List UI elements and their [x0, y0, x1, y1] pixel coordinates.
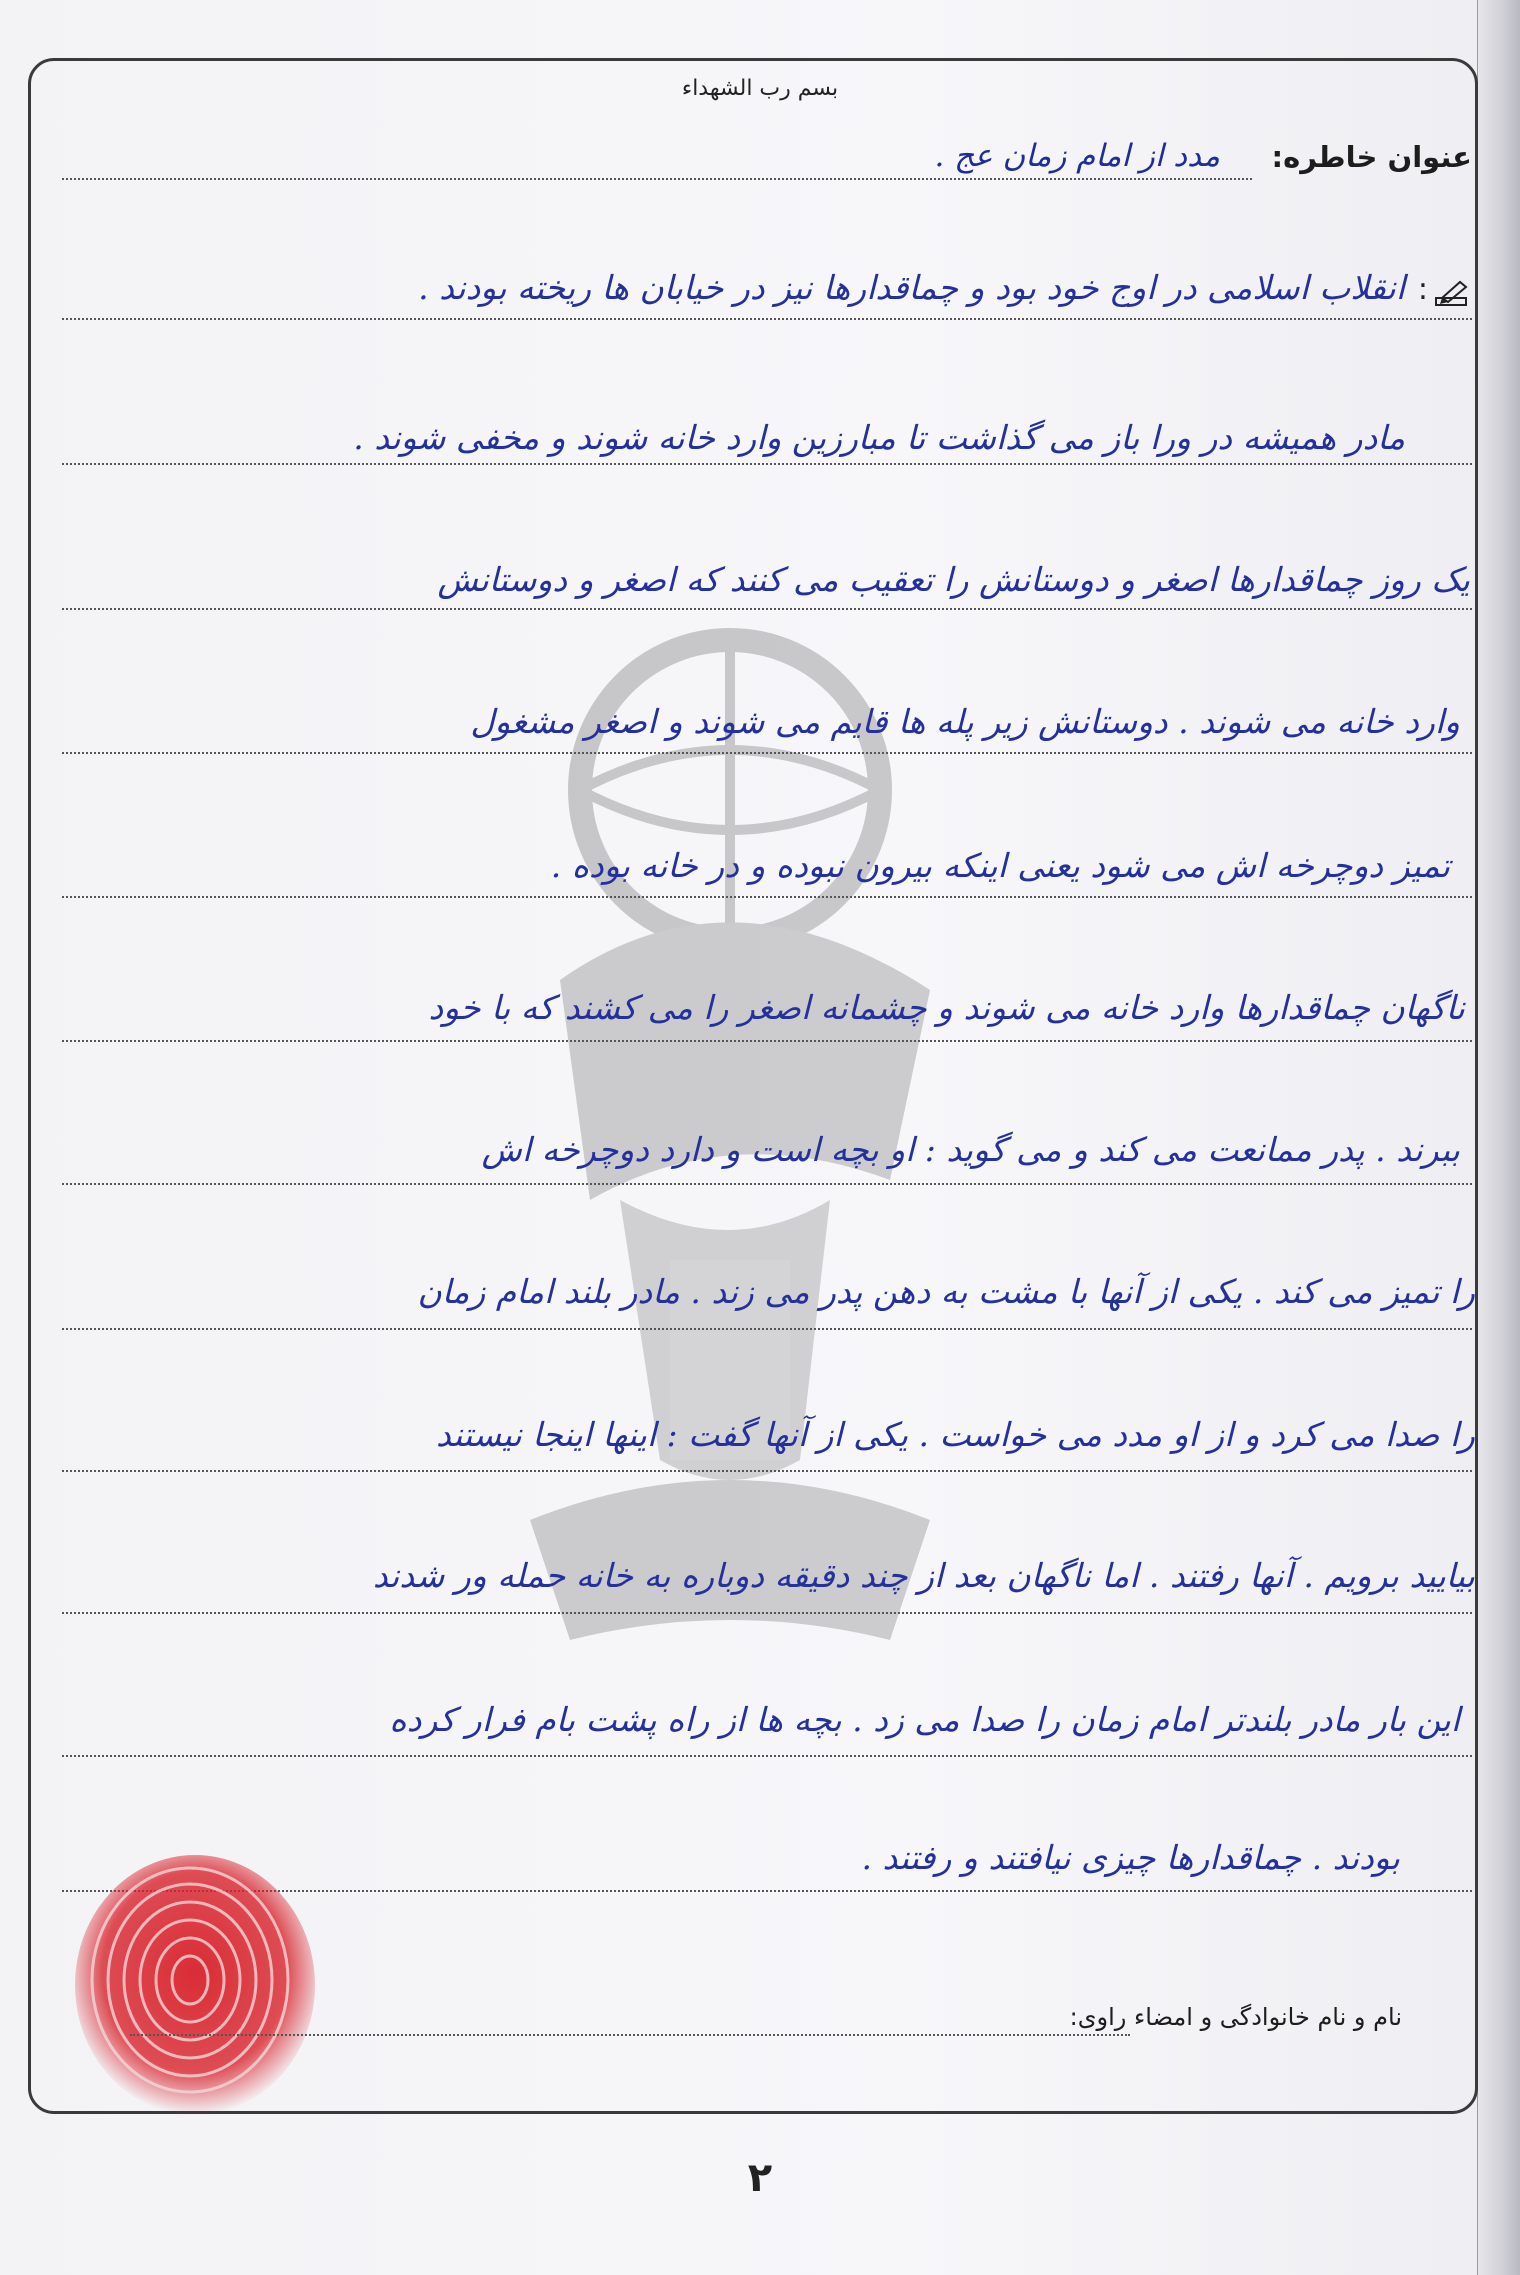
memory-line-9: را صدا می کرد و از او مدد می خواست . یکی از آنها گفت : اینها اینجا نیستند: [435, 1415, 1475, 1454]
dotted-rule: [62, 896, 1472, 898]
page-header-title: بسم رب الشهداء: [681, 76, 839, 101]
memory-line-6: ناگهان چماقدارها وارد خانه می شوند و چشمانه اصغر را می کشند که با خود: [428, 988, 1465, 1027]
dotted-rule: [62, 1183, 1472, 1185]
title-dotted-rule: [62, 178, 1252, 180]
memory-line-12: بودند . چماقدارها چیزی نیافتند و رفتند .: [861, 1838, 1400, 1877]
dotted-rule: [62, 608, 1472, 610]
dotted-rule: [62, 463, 1472, 465]
page-number: ۲: [747, 2155, 773, 2201]
dotted-rule: [62, 1755, 1472, 1757]
memory-line-5: تمیز دوچرخه اش می شود یعنی اینکه بیرون نبوده و در خانه بوده .: [550, 846, 1450, 885]
signature-dotted-rule: [130, 2034, 1130, 2036]
memory-line-11: این بار مادر بلندتر امام زمان را صدا می زد . بچه ها از راه پشت بام فرار کرده: [389, 1700, 1460, 1739]
dotted-rule: [62, 1328, 1472, 1330]
memory-title-value: مدد از امام زمان عج .: [934, 138, 1220, 174]
dotted-rule: [62, 1040, 1472, 1042]
memory-colon: :: [1417, 272, 1428, 307]
dotted-rule: [62, 1470, 1472, 1472]
fingerprint-stamp: [60, 1850, 330, 2130]
binding-gutter: [1477, 0, 1520, 2275]
dotted-rule: [62, 752, 1472, 754]
dotted-rule: [62, 318, 1472, 320]
memory-line-2: مادر همیشه در ورا باز می گذاشت تا مبارزین وارد خانه شوند و مخفی شوند .: [353, 418, 1405, 457]
pen-writing-icon: [1434, 278, 1470, 308]
memory-line-10: بیایید برویم . آنها رفتند . اما ناگهان بعد از چند دقیقه دوباره به خانه حمله ور شدند: [372, 1556, 1475, 1595]
memory-line-8: را تمیز می کند . یکی از آنها با مشت به دهن پدر می زند . مادر بلند امام زمان: [417, 1272, 1475, 1311]
memory-line-4: وارد خانه می شوند . دوستانش زیر پله ها قایم می شوند و اصغر مشغول: [470, 702, 1460, 741]
memory-line-7: ببرند . پدر ممانعت می کند و می گوید : او بچه است و دارد دوچرخه اش: [481, 1130, 1460, 1169]
memory-line-3: یک روز چماقدارها اصغر و دوستانش را تعقیب می کنند که اصغر و دوستانش: [437, 560, 1470, 599]
dotted-rule: [62, 1612, 1472, 1614]
memory-title-label: عنوان خاطره:: [1271, 140, 1472, 174]
narrator-signature-label: نام و نام خانوادگی و امضاء راوی:: [1069, 2003, 1402, 2031]
memory-line-1: انقلاب اسلامی در اوج خود بود و چماقدارها نیز در خیابان ها ریخته بودند .: [418, 268, 1405, 307]
